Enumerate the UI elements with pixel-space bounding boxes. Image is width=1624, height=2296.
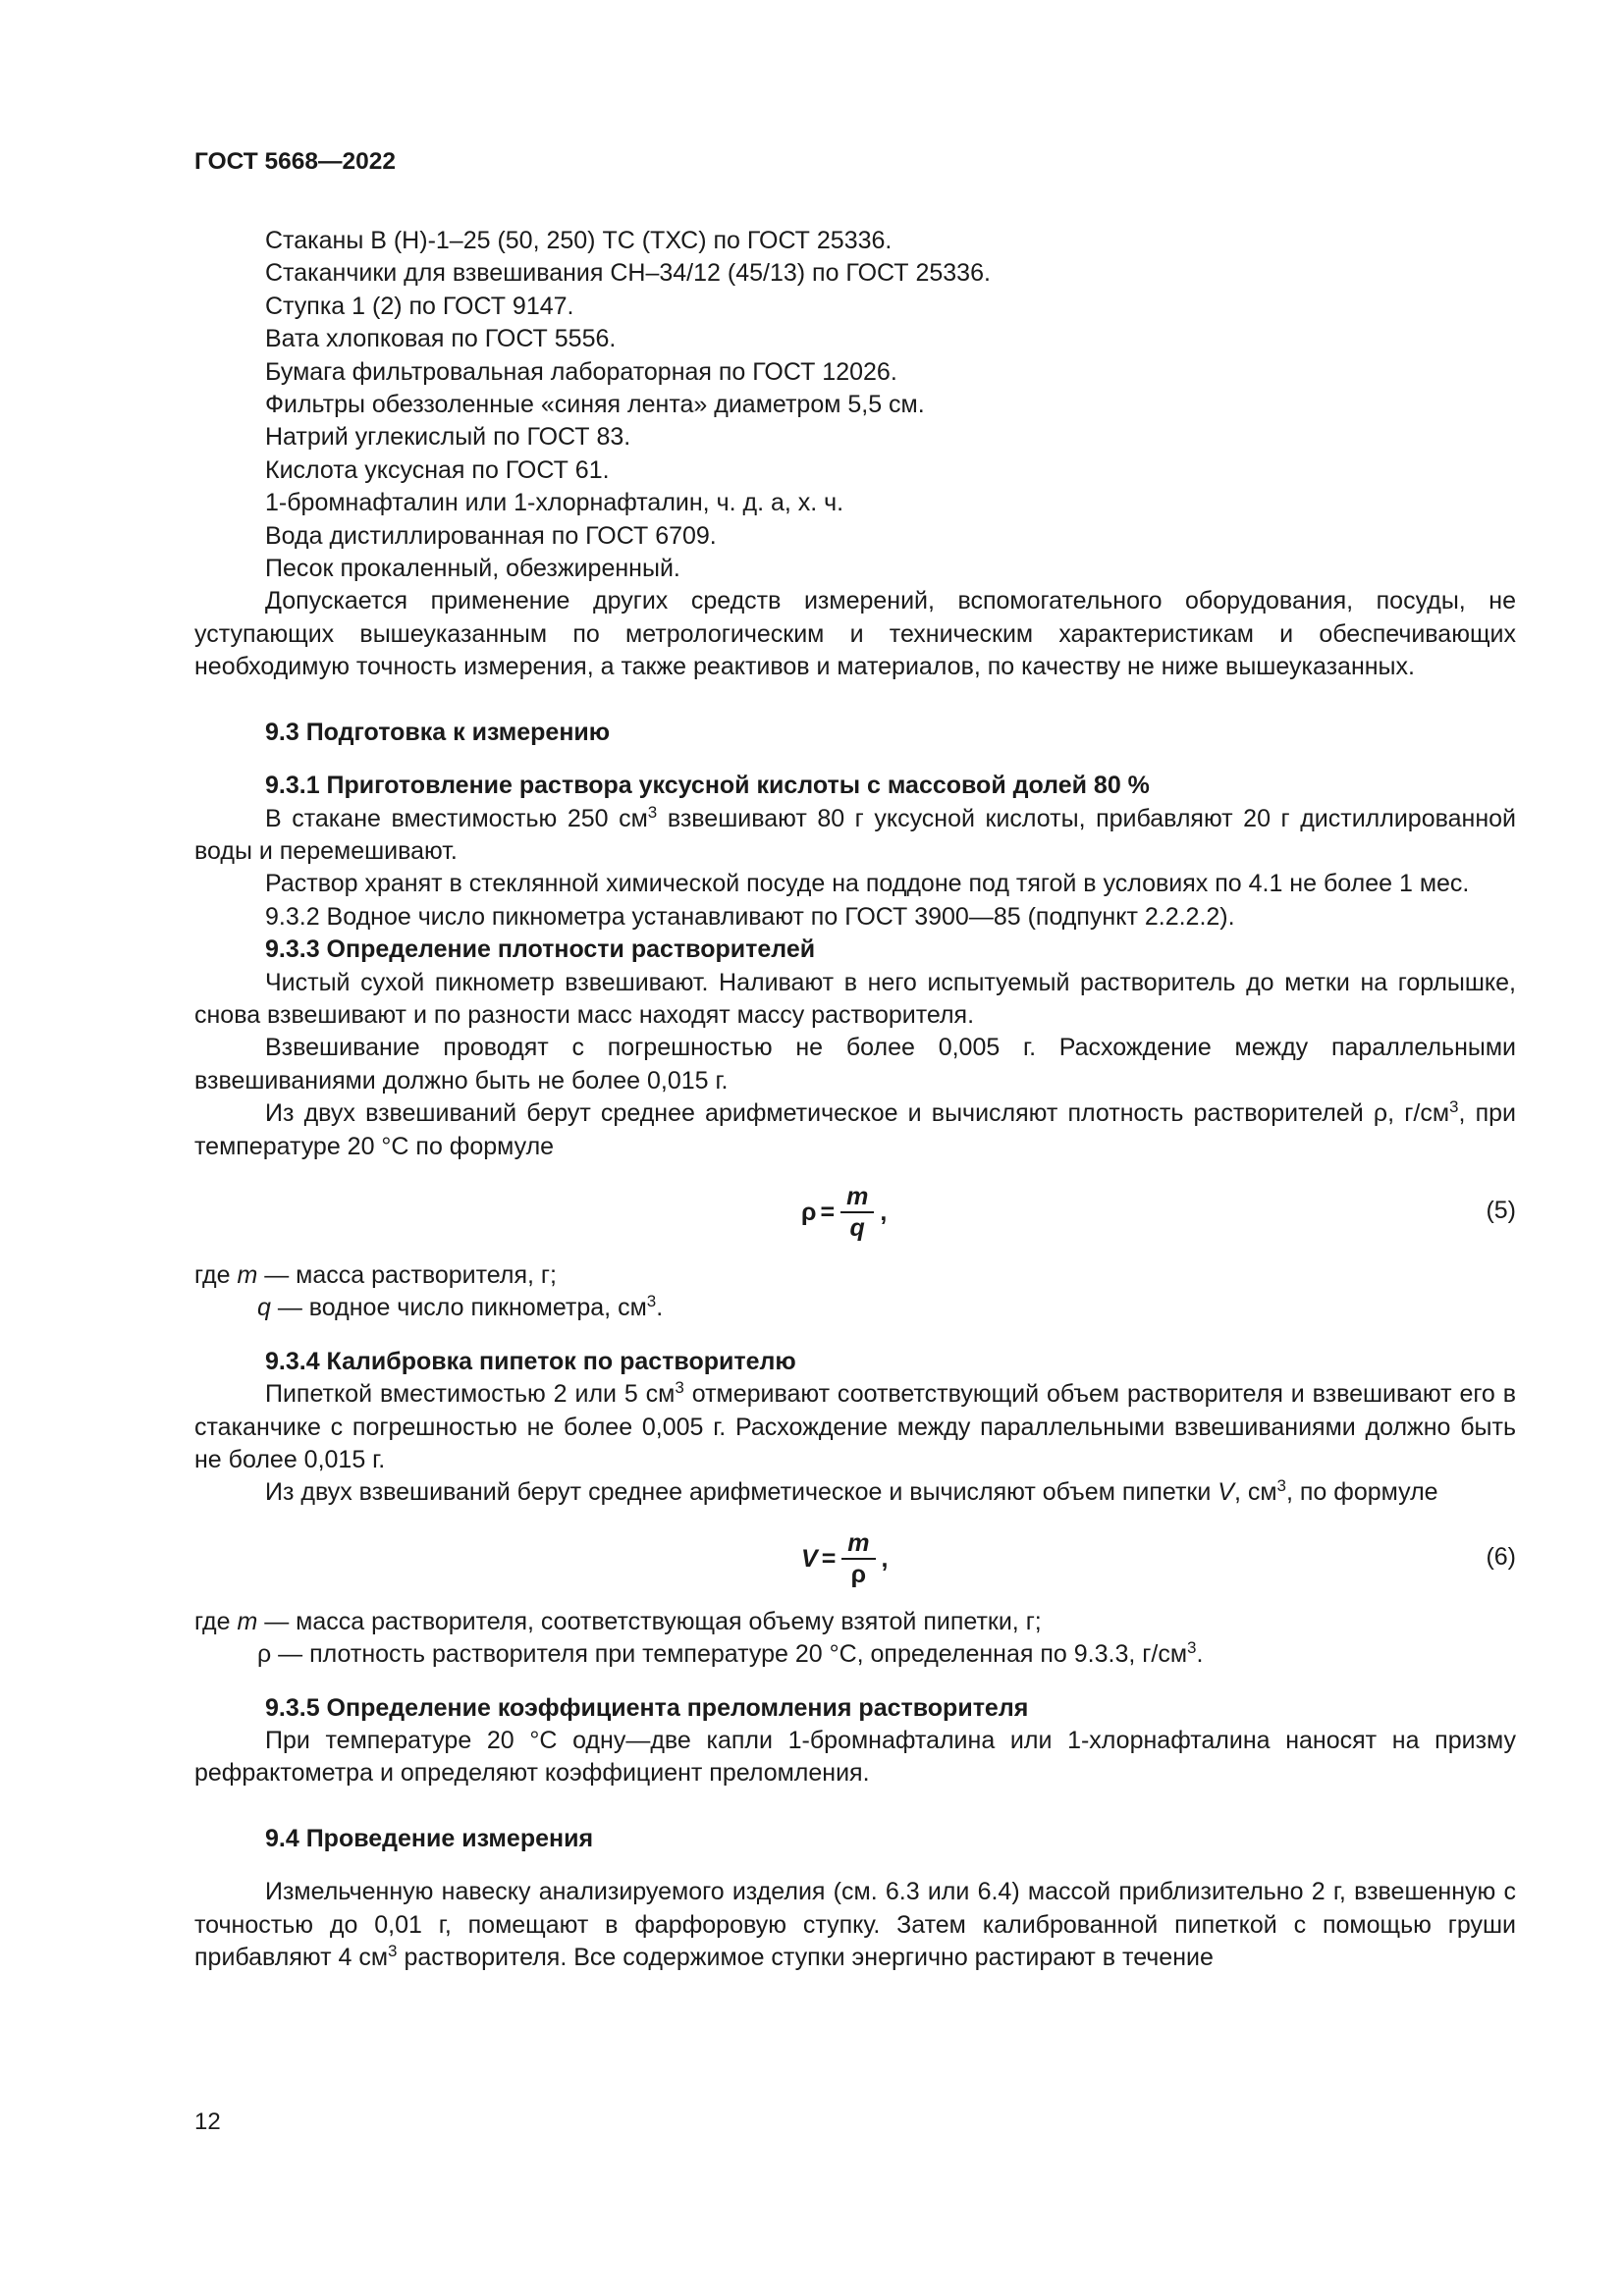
paragraph: Раствор хранят в стеклянной химической посуде на поддоне под тягой в условиях по 4.1 не более 1 мес.	[265, 870, 1470, 898]
text: Пипеткой вместимостью 2 или 5 см	[265, 1380, 676, 1409]
text: — плотность растворителя при температуре 20 °C, определенная по 9.3.3, г/см	[271, 1640, 1188, 1669]
list-item: Кислота уксусная по ГОСТ 61.	[265, 455, 610, 484]
variable: ρ	[257, 1640, 272, 1669]
list-item: Ступка 1 (2) по ГОСТ 9147.	[265, 292, 574, 320]
formula-lhs: V	[801, 1544, 818, 1573]
paragraph: Взвешивание проводят с погрешностью не более 0,005 г. Расхождение между параллельными взвешиваниями должно быть не более 0,015 г.	[194, 1034, 1516, 1095]
text: , по формуле	[1286, 1478, 1438, 1507]
numerator: m	[841, 1529, 875, 1560]
paragraph: При температуре 20 °C одну—две капли 1-бромнафталина или 1-хлорнафталина наносят на призму рефрактометра и определяют коэффициент преломления.	[194, 1727, 1516, 1788]
where-line	[194, 1259, 1516, 1292]
list-item: Вата хлопковая по ГОСТ 5556.	[265, 325, 617, 353]
document-body	[194, 225, 1516, 1974]
paragraph	[194, 803, 1516, 869]
text: где	[194, 1260, 238, 1289]
list-item: Стаканчики для взвешивания СН–34/12 (45/13) по ГОСТ 25336.	[265, 259, 991, 288]
section-9-4-title: 9.4 Проведение измерения	[265, 1824, 594, 1852]
text: где	[194, 1607, 238, 1635]
paragraph: Чистый сухой пикнометр взвешивают. Наливают в него испытуемый растворитель до метки на горлышке, снова взвешивают и по разности масс находят массу растворителя.	[194, 968, 1516, 1029]
formula-5	[194, 1183, 1516, 1246]
section-9-3-4-title: 9.3.4 Калибровка пипеток по растворителю	[265, 1347, 796, 1375]
superscript: 3	[647, 802, 658, 822]
variable: q	[257, 1294, 271, 1322]
list-item: Стаканы В (Н)-1–25 (50, 250) ТС (ТХС) по ГОСТ 25336.	[265, 227, 893, 254]
superscript: 3	[646, 1292, 657, 1311]
variable: m	[237, 1260, 258, 1289]
where-line	[194, 1606, 1516, 1638]
formula-number: (6)	[1486, 1542, 1516, 1571]
text: .	[1196, 1640, 1204, 1669]
allowed-paragraph: Допускается применение других средств измерений, вспомогательного оборудования, посуды, не уступающих вышеуказанным по метрологическим и техническим характеристикам и обеспечивающих необходимую точность измерения, а также реактивов и материалов, по качеству не ниже вышеуказанных.	[194, 587, 1516, 681]
page-number: 12	[194, 2109, 221, 2135]
text: — масса растворителя, соответствующая объему взятой пипетки, г;	[257, 1607, 1042, 1635]
formula-equals: =	[821, 1544, 837, 1573]
variable: V	[1218, 1478, 1234, 1507]
where-line	[194, 1638, 1516, 1671]
formula-6-expression	[799, 1529, 890, 1589]
superscript: 3	[675, 1378, 684, 1398]
fraction	[841, 1529, 875, 1589]
text: взвешивают 80 г уксусной кислоты, прибавляют 20 г дистиллированной воды и перемешивают.	[194, 804, 1516, 865]
section-9-3-5-title: 9.3.5 Определение коэффициента преломления растворителя	[265, 1693, 1029, 1722]
text: — масса растворителя, г;	[257, 1260, 557, 1289]
list-item: Натрий углекислый по ГОСТ 83.	[265, 423, 631, 452]
paragraph	[194, 1378, 1516, 1476]
numerator: m	[840, 1183, 874, 1213]
list-item: Вода дистиллированная по ГОСТ 6709.	[265, 521, 717, 550]
superscript: 3	[388, 1942, 398, 1961]
formula-lhs: ρ	[801, 1198, 817, 1226]
text: Из двух взвешиваний берут среднее арифметическое и вычисляют плотность растворителей ρ, г/см	[265, 1099, 1450, 1128]
superscript: 3	[1449, 1097, 1459, 1117]
text: В стакане вместимостью 250 см	[265, 804, 648, 832]
section-9-3-title: 9.3 Подготовка к измерению	[265, 718, 611, 746]
document-header: ГОСТ 5668—2022	[194, 148, 396, 175]
superscript: 3	[1276, 1476, 1286, 1496]
superscript: 3	[1187, 1638, 1197, 1658]
formula-comma: ,	[880, 1198, 888, 1226]
text: , при температуре 20 °C по формуле	[194, 1099, 1516, 1160]
text: отмеривают соответствующий объем растворителя и взвешивают его в стаканчике с погрешностью не более 0,005 г. Расхождение между параллельными взвешиваниями должно быть не более 0,015 г.	[194, 1380, 1516, 1473]
text: Из двух взвешиваний берут среднее арифметическое и вычисляют объем пипетки	[265, 1478, 1218, 1507]
variable: m	[237, 1607, 258, 1635]
paragraph	[194, 1876, 1516, 1974]
denominator: ρ	[850, 1560, 867, 1588]
formula-5-expression	[799, 1183, 889, 1243]
text: Измельченную навеску анализируемого изделия (см. 6.3 или 6.4) массой приблизительно 2 г, взвешенную с точностью до 0,01 г, помещают в фарфоровую ступку. Затем калиброванной пипеткой с помощью груши прибавляют 4 см	[194, 1878, 1516, 1972]
section-9-3-1-title: 9.3.1 Приготовление раствора уксусной кислоты с массовой долей 80 %	[265, 772, 1150, 800]
list-item: Бумага фильтровальная лабораторная по ГОСТ 12026.	[265, 357, 897, 386]
list-item: Песок прокаленный, обезжиренный.	[265, 555, 680, 583]
text: .	[656, 1294, 664, 1322]
section-9-3-3-title: 9.3.3 Определение плотности растворителей	[265, 935, 816, 964]
paragraph	[194, 1097, 1516, 1163]
text: растворителя. Все содержимое ступки энергично растирают в течение	[397, 1944, 1214, 1972]
list-item: Фильтры обеззоленные «синяя лента» диаметром 5,5 см.	[265, 391, 925, 419]
text: — водное число пикнометра, см	[270, 1294, 647, 1322]
formula-equals: =	[820, 1198, 836, 1226]
formula-number: (5)	[1486, 1196, 1516, 1224]
denominator: q	[849, 1213, 865, 1242]
list-item: 1-бромнафталин или 1-хлорнафталин, ч. д. а, х. ч.	[265, 489, 844, 517]
section-9-3-2: 9.3.2 Водное число пикнометра устанавливают по ГОСТ 3900—85 (подпункт 2.2.2.2).	[265, 902, 1235, 931]
paragraph	[194, 1476, 1516, 1509]
fraction	[840, 1183, 874, 1243]
text: , см	[1233, 1478, 1277, 1507]
formula-comma: ,	[881, 1544, 889, 1573]
where-line	[194, 1292, 1516, 1324]
formula-6	[194, 1529, 1516, 1592]
